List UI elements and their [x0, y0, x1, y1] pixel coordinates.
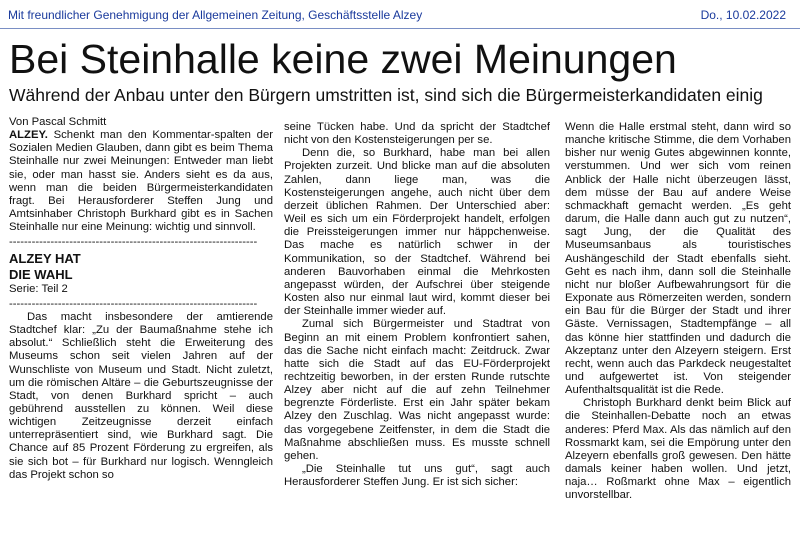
body-paragraph: „Die Steinhalle tut uns gut“, sagt auch Herausforderer Steffen Jung. Er ist sich sicher: [284, 463, 550, 489]
publication-date: Do., 10.02.2022 [700, 8, 786, 22]
source-credit: Mit freundlicher Genehmigung der Allgemeinen Zeitung, Geschäftsstelle Alzey [8, 8, 423, 22]
body-paragraph: Zumal sich Bürgermeister und Stadtrat von Beginn an mit einem Problem konfrontiert sahen, das die Sache nicht einfach macht: Zeitdruck. Zwar hatte sich die Stadt auf das EU-Förderprojekt rechtzeitig beworben, in der ersten Runde rutschte Alzey aber nicht auf die auf zehn Teilnehmer begrenzte Förderliste. Erst ein Jahr später bekam Alzey den Zuschlag. Was nicht angepasst wurde: das vorgegebene Zeitfenster, in dem die Stadt die Maßnahme abschließen muss. Es musste schnell gehen. [284, 318, 550, 462]
lead-text: Schenkt man den Kommentar-spalten der Sozialen Medien Glauben, dann gibt es beim Thema Steinhalle nur zwei Meinungen: Entweder man liebt sie, oder man hasst sie. Anders sieht es da aus, wenn man die beiden Bürgermeisterkandidaten fragt. Bei Herausforderer Steffen Jung und Amtsinhaber Christoph Burkhard gibt es in Sachen Steinhalle nur eine Meinung: wichtig und sinnvoll. [9, 129, 273, 234]
box-divider-top: ------------------------------------------------------------------ [9, 236, 258, 249]
body-paragraph: Denn die, so Burkhard, habe man bei allen Projekten zurzeit. Und blicke man auf die absoluten Zahlen, dann liege man, was die Kostensteigerungen angehe, auch nicht über dem derzeit üblichen Rahmen. Der Unterschied aber: Weil es sich um ein Förderprojekt handelt, erfolgen die Preissteigerungen immer nur häppchenweise. Das mache es natürlich schwer in der Kommunikation, so der Stadtchef. Während bei anderen Bauvorhaben einmal die Mehrkosten angepasst würden, der Aufschrei über steigende Kosten also nur einmal laut wird, kommt dieser bei der Steinhalle immer wieder auf. [284, 147, 550, 318]
box-divider-bottom: ------------------------------------------------------------------ [9, 297, 258, 310]
article-column-2 [284, 121, 550, 535]
dateline: ALZEY. [9, 129, 48, 142]
series-label: Serie: Teil 2 [9, 282, 68, 295]
lead-paragraph [9, 129, 273, 234]
body-paragraph: Wenn die Halle erstmal steht, dann wird so manche kritische Stimme, die dem Vorhaben bisher nur wenig Gutes abgewinnen konnte, verstummen. Und wer sich vom reinen Anblick der Halle nicht überzeugen lässt, dem müsse der Bau auf andere Weise schmackhaft gemacht werden. „Es geht darum, die Halle dann auch gut zu nutzen“, sagt Jung, der die Qualität des Museumsanbaus als touristisches Aushängeschild der Stadt ebenfalls sieht. Geht es nach ihm, dann soll die Steinhalle nicht nur bloßer Aufbewahrungsort für die Exponate aus Römerzeiten werden, sondern ein Bau für die Bürger der Stadt und ihrer Gäste. Vernissagen, Stadtempfänge – all das könne hier stattfinden und dadurch die Akzeptanz unter den Alzeyern steigern. Erst recht, wenn auch das Parkdeck neugestaltet und aufgewertet ist. Von steigender Aufenthaltsqualität ist die Rede. [565, 121, 791, 397]
article-headline: Bei Steinhalle keine zwei Meinungen [9, 36, 677, 82]
body-paragraph: Christoph Burkhard denkt beim Blick auf die Steinhallen-Debatte noch an etwas anderes: Pferd Max. Als das nämlich auf den Rossmarkt kam, sei die Empörung unter den Alzeyern ebenfalls groß gewesen. Den hätte damals keiner haben wollen. Und jetzt, naja… Roßmarkt ohne Max – eigentlich unvorstellbar. [565, 397, 791, 502]
header-divider [0, 28, 800, 29]
series-box-title-line-2: DIE WAHL [9, 267, 73, 283]
article-column-1 [9, 116, 273, 530]
author-line: Von Pascal Schmitt [9, 116, 107, 128]
article-column-3 [565, 121, 791, 535]
article-subheadline: Während der Anbau unter den Bürgern umstritten ist, sind sich die Bürgermeisterkandidaten einig [9, 85, 763, 105]
body-paragraph: Das macht insbesondere der amtierende Stadtchef klar: „Zu der Baumaßnahme stehe ich absolut.“ Schließlich steht die Erweiterung des Museums schon seit vielen Jahren auf der Wunschliste von Museum und Stadt. Nicht zuletzt, um die römischen Altäre – die Geburtszeugnisse der Stadt, von denen Burkhard spricht – auch gebührend ausstellen zu können. Weil diese wichtigen Zeitzeugnisse derzeit einfach unterrepräsentiert sind, wie Burkhard sagt. Die Chance auf 85 Prozent Förderung zu ergreifen, als sie sich bot – für Burkhard nur logisch. Wenngleich das Projekt schon so [9, 310, 273, 481]
body-paragraph: seine Tücken habe. Und da spricht der Stadtchef nicht von den Kostensteigerungen per se. [284, 121, 550, 147]
series-box-title-line-1: ALZEY HAT [9, 250, 81, 266]
